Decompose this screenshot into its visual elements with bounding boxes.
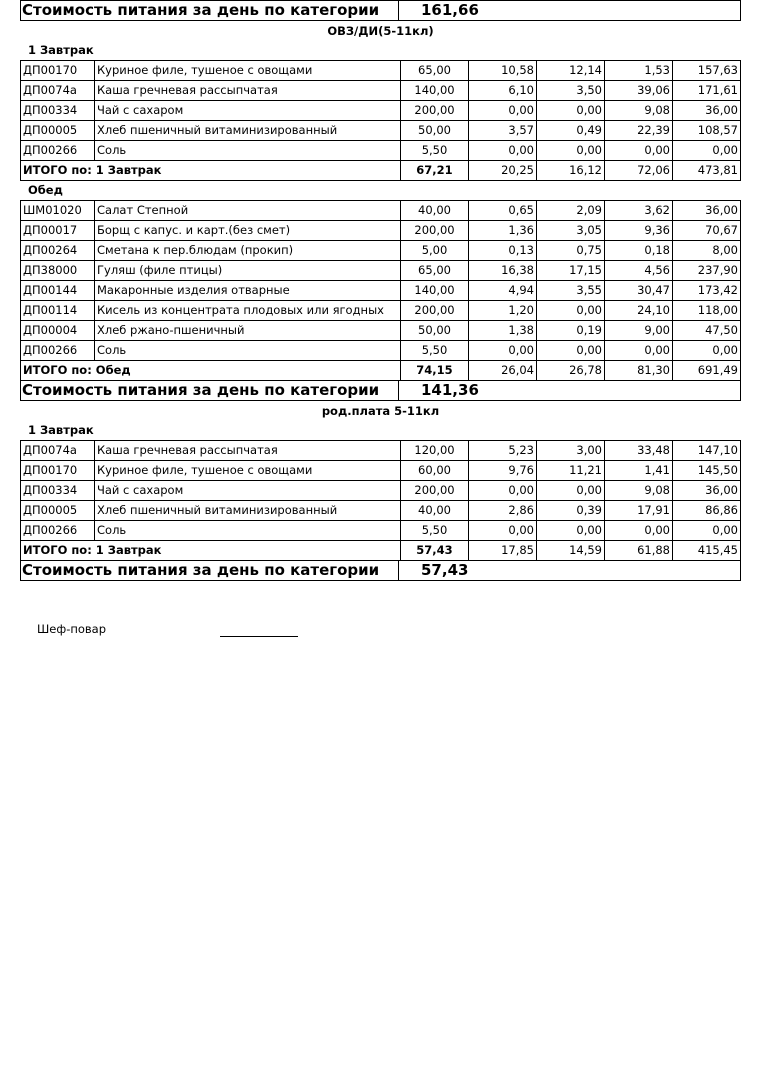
kcal: 36,00 — [673, 101, 741, 121]
kcal: 0,00 — [673, 341, 741, 361]
signature-label: Шеф-повар — [37, 622, 107, 636]
protein: 6,10 — [469, 81, 537, 101]
dish-code: ДП00170 — [21, 461, 95, 481]
portion: 140,00 — [401, 81, 469, 101]
kcal: 145,50 — [673, 461, 741, 481]
table-row — [21, 101, 741, 121]
dish-code: ДП00264 — [21, 241, 95, 261]
kcal: 0,00 — [673, 521, 741, 541]
total-protein: 20,25 — [469, 161, 537, 181]
total-label: ИТОГО по: Обед — [21, 361, 401, 381]
kcal: 70,67 — [673, 221, 741, 241]
carbs: 9,00 — [605, 321, 673, 341]
daily-cost-row — [20, 561, 741, 581]
meal-title: 1 Завтрак — [28, 423, 94, 437]
dish-code: ДП0074а — [21, 81, 95, 101]
fat: 3,55 — [537, 281, 605, 301]
dish-code: ДП00005 — [21, 501, 95, 521]
menu-table — [20, 60, 741, 181]
dish-name: Гуляш (филе птицы) — [95, 261, 401, 281]
kcal: 36,00 — [673, 201, 741, 221]
kcal: 36,00 — [673, 481, 741, 501]
total-row — [21, 161, 741, 181]
total-price: 74,15 — [401, 361, 469, 381]
carbs: 30,47 — [605, 281, 673, 301]
table-row — [21, 221, 741, 241]
table-row — [21, 501, 741, 521]
daily-cost-value: 57,43 — [421, 561, 469, 579]
portion: 65,00 — [401, 261, 469, 281]
dish-name: Салат Степной — [95, 201, 401, 221]
table-row — [21, 281, 741, 301]
protein: 0,00 — [469, 101, 537, 121]
total-carbs: 61,88 — [605, 541, 673, 561]
category-title: род.плата 5-11кл — [321, 404, 440, 418]
dish-code: ДП00114 — [21, 301, 95, 321]
fat: 0,75 — [537, 241, 605, 261]
dish-code: ДП00334 — [21, 481, 95, 501]
table-row — [21, 481, 741, 501]
fat: 0,00 — [537, 141, 605, 161]
carbs: 0,00 — [605, 341, 673, 361]
daily-cost-label: Стоимость питания за день по категории — [21, 561, 399, 580]
kcal: 0,00 — [673, 141, 741, 161]
portion: 60,00 — [401, 461, 469, 481]
dish-name: Соль — [95, 141, 401, 161]
kcal: 173,42 — [673, 281, 741, 301]
portion: 5,50 — [401, 521, 469, 541]
carbs: 39,06 — [605, 81, 673, 101]
protein: 16,38 — [469, 261, 537, 281]
carbs: 1,41 — [605, 461, 673, 481]
total-protein: 26,04 — [469, 361, 537, 381]
dish-code: ДП00017 — [21, 221, 95, 241]
kcal: 86,86 — [673, 501, 741, 521]
dish-name: Куриное филе, тушеное с овощами — [95, 461, 401, 481]
portion: 65,00 — [401, 61, 469, 81]
total-fat: 14,59 — [537, 541, 605, 561]
dish-code: ДП00005 — [21, 121, 95, 141]
total-row — [21, 541, 741, 561]
fat: 0,19 — [537, 321, 605, 341]
portion: 50,00 — [401, 121, 469, 141]
dish-name: Соль — [95, 521, 401, 541]
menu-table — [20, 440, 741, 561]
total-kcal: 415,45 — [673, 541, 741, 561]
table-row — [21, 441, 741, 461]
table-row — [21, 81, 741, 101]
total-label: ИТОГО по: 1 Завтрак — [21, 161, 401, 181]
fat: 11,21 — [537, 461, 605, 481]
menu-table — [20, 200, 741, 381]
carbs: 33,48 — [605, 441, 673, 461]
table-row — [21, 241, 741, 261]
portion: 5,00 — [401, 241, 469, 261]
total-fat: 26,78 — [537, 361, 605, 381]
table-row — [21, 61, 741, 81]
dish-name: Каша гречневая рассыпчатая — [95, 441, 401, 461]
portion: 5,50 — [401, 341, 469, 361]
fat: 3,00 — [537, 441, 605, 461]
dish-name: Хлеб пшеничный витаминизированный — [95, 501, 401, 521]
dish-name: Кисель из концентрата плодовых или ягодных — [95, 301, 401, 321]
kcal: 171,61 — [673, 81, 741, 101]
dish-name: Хлеб пшеничный витаминизированный — [95, 121, 401, 141]
carbs: 9,36 — [605, 221, 673, 241]
carbs: 9,08 — [605, 101, 673, 121]
daily-cost-value: 141,36 — [421, 381, 479, 399]
protein: 5,23 — [469, 441, 537, 461]
carbs: 4,56 — [605, 261, 673, 281]
dish-name: Сметана к пер.блюдам (прокип) — [95, 241, 401, 261]
dish-name: Соль — [95, 341, 401, 361]
portion: 40,00 — [401, 201, 469, 221]
daily-cost-value: 161,66 — [421, 1, 479, 19]
kcal: 237,90 — [673, 261, 741, 281]
protein: 0,13 — [469, 241, 537, 261]
carbs: 1,53 — [605, 61, 673, 81]
table-row — [21, 121, 741, 141]
dish-code: ДП00170 — [21, 61, 95, 81]
fat: 0,00 — [537, 341, 605, 361]
daily-cost-row — [20, 381, 741, 401]
carbs: 0,18 — [605, 241, 673, 261]
total-kcal: 691,49 — [673, 361, 741, 381]
total-price: 57,43 — [401, 541, 469, 561]
kcal: 118,00 — [673, 301, 741, 321]
protein: 0,00 — [469, 481, 537, 501]
fat: 2,09 — [537, 201, 605, 221]
fat: 0,49 — [537, 121, 605, 141]
dish-code: ДП38000 — [21, 261, 95, 281]
table-row — [21, 321, 741, 341]
carbs: 17,91 — [605, 501, 673, 521]
portion: 120,00 — [401, 441, 469, 461]
fat: 0,39 — [537, 501, 605, 521]
dish-name: Чай с сахаром — [95, 481, 401, 501]
table-row — [21, 301, 741, 321]
portion: 200,00 — [401, 101, 469, 121]
protein: 3,57 — [469, 121, 537, 141]
dish-code: ДП00144 — [21, 281, 95, 301]
dish-name: Макаронные изделия отварные — [95, 281, 401, 301]
dish-code: ДП0074а — [21, 441, 95, 461]
total-carbs: 81,30 — [605, 361, 673, 381]
portion: 140,00 — [401, 281, 469, 301]
fat: 3,50 — [537, 81, 605, 101]
dish-code: ДП00266 — [21, 521, 95, 541]
dish-code: ДП00266 — [21, 141, 95, 161]
fat: 0,00 — [537, 521, 605, 541]
table-row — [21, 461, 741, 481]
dish-code: ДП00004 — [21, 321, 95, 341]
total-price: 67,21 — [401, 161, 469, 181]
dish-name: Куриное филе, тушеное с овощами — [95, 61, 401, 81]
total-row — [21, 361, 741, 381]
signature-line — [220, 636, 298, 637]
daily-cost-label: Стоимость питания за день по категории — [21, 1, 399, 20]
kcal: 108,57 — [673, 121, 741, 141]
table-row — [21, 341, 741, 361]
carbs: 0,00 — [605, 521, 673, 541]
dish-code: ДП00266 — [21, 341, 95, 361]
carbs: 3,62 — [605, 201, 673, 221]
protein: 1,20 — [469, 301, 537, 321]
portion: 50,00 — [401, 321, 469, 341]
fat: 0,00 — [537, 481, 605, 501]
protein: 0,00 — [469, 141, 537, 161]
dish-code: ДП00334 — [21, 101, 95, 121]
protein: 2,86 — [469, 501, 537, 521]
fat: 17,15 — [537, 261, 605, 281]
protein: 0,65 — [469, 201, 537, 221]
protein: 1,38 — [469, 321, 537, 341]
protein: 1,36 — [469, 221, 537, 241]
dish-name: Чай с сахаром — [95, 101, 401, 121]
dish-code: ШМ01020 — [21, 201, 95, 221]
kcal: 157,63 — [673, 61, 741, 81]
daily-cost-row — [20, 0, 741, 21]
protein: 0,00 — [469, 341, 537, 361]
total-kcal: 473,81 — [673, 161, 741, 181]
daily-cost-label: Стоимость питания за день по категории — [21, 381, 399, 400]
portion: 5,50 — [401, 141, 469, 161]
fat: 0,00 — [537, 301, 605, 321]
dish-name: Каша гречневая рассыпчатая — [95, 81, 401, 101]
total-label: ИТОГО по: 1 Завтрак — [21, 541, 401, 561]
dish-name: Хлеб ржано-пшеничный — [95, 321, 401, 341]
protein: 4,94 — [469, 281, 537, 301]
carbs: 24,10 — [605, 301, 673, 321]
carbs: 0,00 — [605, 141, 673, 161]
menu-document — [20, 0, 741, 581]
fat: 3,05 — [537, 221, 605, 241]
fat: 12,14 — [537, 61, 605, 81]
category-title: ОВЗ/ДИ(5-11кл) — [327, 24, 434, 38]
table-row — [21, 201, 741, 221]
portion: 200,00 — [401, 301, 469, 321]
protein: 0,00 — [469, 521, 537, 541]
dish-name: Борщ с капус. и карт.(без смет) — [95, 221, 401, 241]
table-row — [21, 261, 741, 281]
total-fat: 16,12 — [537, 161, 605, 181]
carbs: 9,08 — [605, 481, 673, 501]
kcal: 147,10 — [673, 441, 741, 461]
meal-title: Обед — [28, 183, 63, 197]
protein: 9,76 — [469, 461, 537, 481]
portion: 200,00 — [401, 481, 469, 501]
kcal: 47,50 — [673, 321, 741, 341]
portion: 40,00 — [401, 501, 469, 521]
meal-title: 1 Завтрак — [28, 43, 94, 57]
kcal: 8,00 — [673, 241, 741, 261]
protein: 10,58 — [469, 61, 537, 81]
portion: 200,00 — [401, 221, 469, 241]
total-protein: 17,85 — [469, 541, 537, 561]
total-carbs: 72,06 — [605, 161, 673, 181]
table-row — [21, 141, 741, 161]
table-row — [21, 521, 741, 541]
carbs: 22,39 — [605, 121, 673, 141]
fat: 0,00 — [537, 101, 605, 121]
